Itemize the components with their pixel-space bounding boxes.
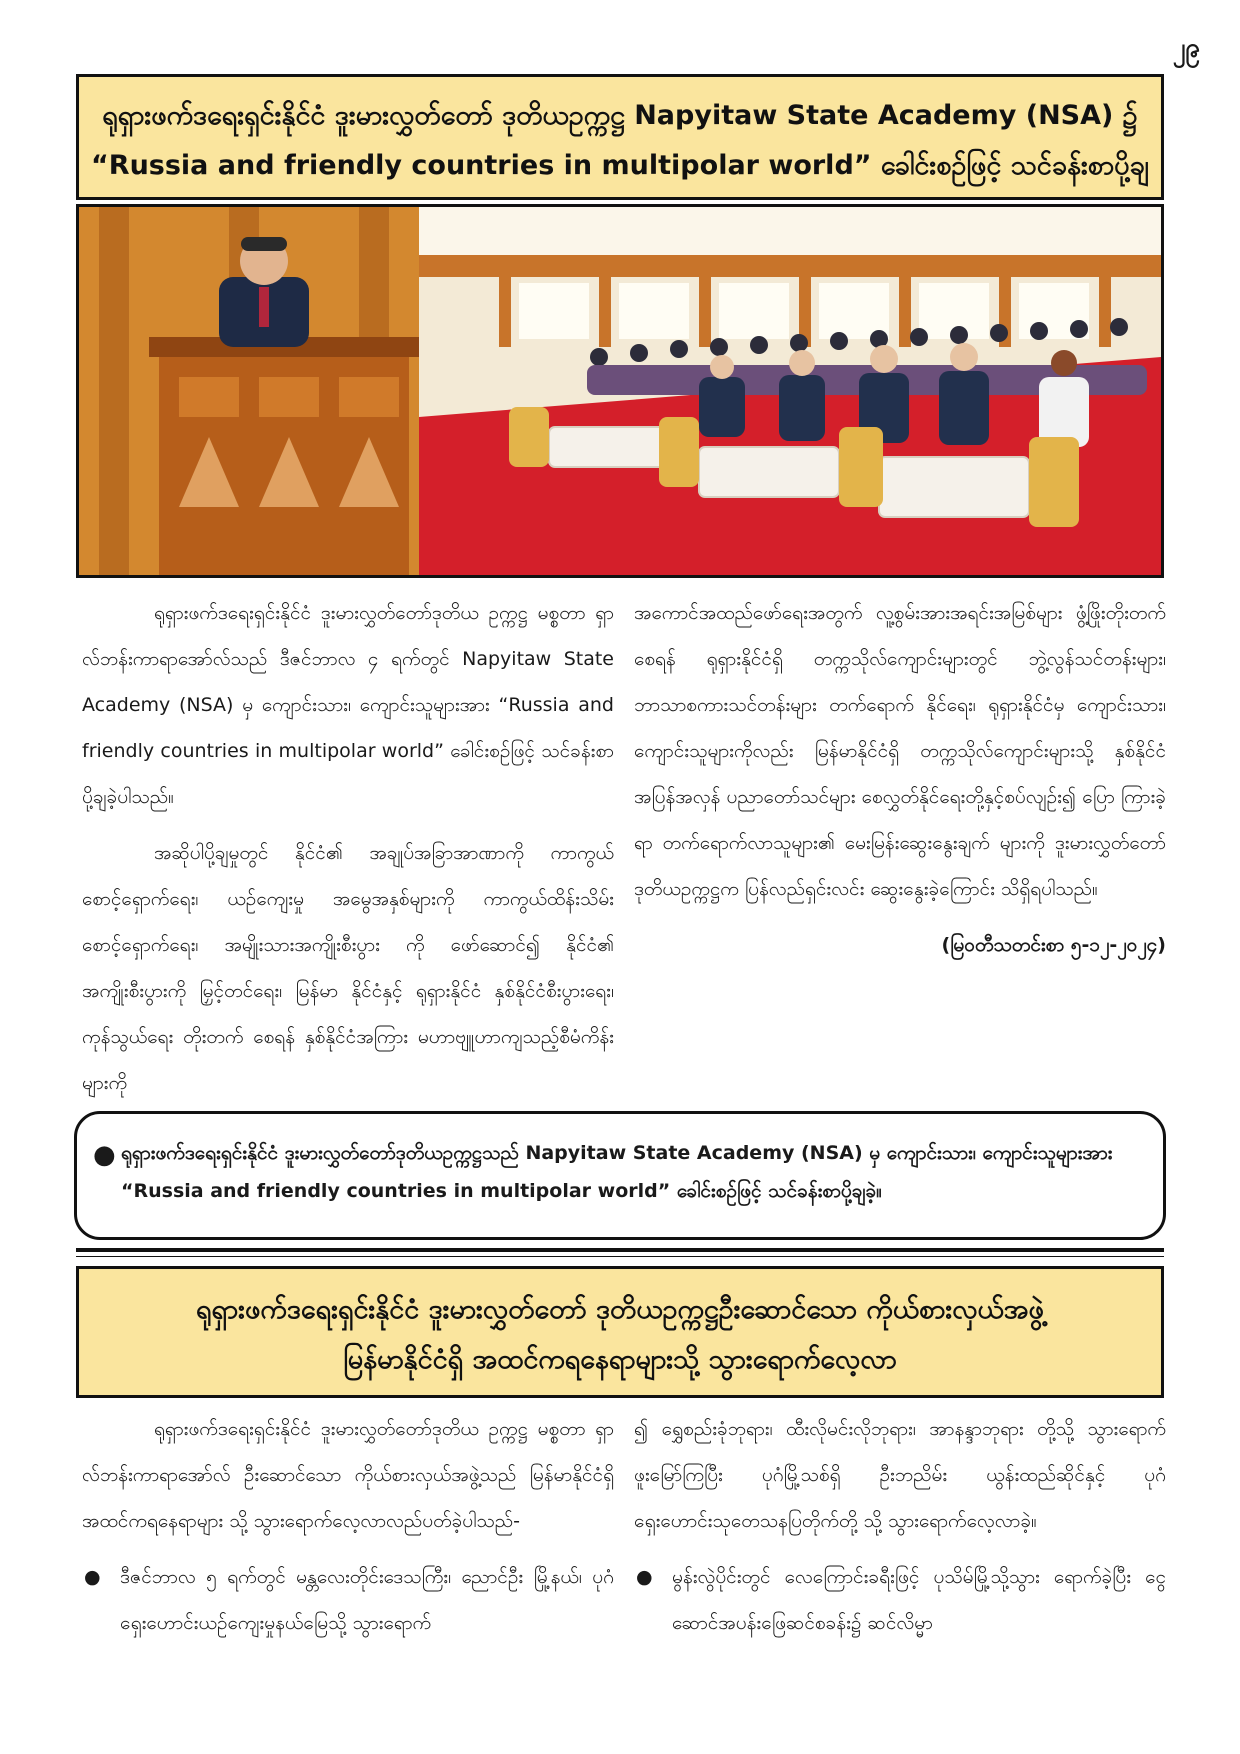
article1-right-column — [634, 590, 1166, 968]
article2-bullet-1 — [82, 1554, 614, 1646]
article1-headline-line2: “Russia and friendly countries in multipolar world” ခေါင်းစဉ်ဖြင့် သင်ခန်းစာပို့ချ — [91, 150, 1149, 181]
article2-intro: ရုရှားဖက်ဒရေးရှင်းနိုင်ငံ ဒူးမားလွှတ်တော်ဒုတိယ ဥက္ကဋ္ဌ မစ္စတာ ရှာလ်ဘန်းကာရာအော်လ် ဦးဆောင်သော ကိုယ်စားလှယ်အဖွဲ့သည် မြန်မာနိုင်ငံရှိ အထင်ကရနေရာများ သို့ သွားရောက်လေ့လာလည်ပတ်ခဲ့ပါသည်- — [82, 1418, 614, 1532]
article1-headline — [76, 74, 1164, 200]
article1-summary-text: ရုရှားဖက်ဒရေးရှင်းနိုင်ငံ ဒူးမားလွှတ်တော်ဒုတိယဥက္ကဋ္ဌသည် Napyitaw State Academy (NSA) မှ ကျောင်းသား၊ ကျောင်းသူများအား “Russia and friendly countries in multipolar world” ခေါင်းစဉ်ဖြင့် သင်ခန်းစာပို့ချခဲ့။ — [121, 1142, 1113, 1202]
article2-bullet-2 — [634, 1554, 1166, 1646]
article1-summary-box — [74, 1111, 1166, 1240]
section-divider-thin — [76, 1256, 1164, 1257]
article2-right-column — [634, 1406, 1166, 1646]
article1-left-column — [82, 590, 614, 1110]
article2-bullet-1-text: ဒီဇင်ဘာလ ၅ ရက်တွင် မန္တလေးတိုင်းဒေသကြီး၊ ညောင်ဦး မြို့နယ်၊ ပုဂံရှေးဟောင်းယဉ်ကျေးမှုနယ်မြေသို့ သွားရောက် — [120, 1566, 614, 1634]
article1-headline-line1: ရုရှားဖက်ဒရေးရှင်းနိုင်ငံ ဒူးမားလွှတ်တော် ဒုတိယဥက္ကဋ္ဌ Napyitaw State Academy (NSA) ၌ — [102, 100, 1138, 131]
article1-paragraph-2: အဆိုပါပို့ချမှုတွင် နိုင်ငံ၏ အချုပ်အခြာအာဏာကို ကာကွယ်စောင့်ရှောက်ရေး၊ ယဉ်ကျေးမှု အမွေအနှစ်များကို ကာကွယ်ထိန်းသိမ်းစောင့်ရှောက်ရေး၊ အမျိုးသားအကျိုးစီးပွား ကို ဖော်ဆောင်၍ နိုင်ငံ၏ အကျိုးစီးပွားကို မြှင့်တင်ရေး၊ မြန်မာ နိုင်ငံနှင့် ရုရှားနိုင်ငံ နှစ်နိုင်ငံစီးပွားရေး၊ ကုန်သွယ်ရေး တိုးတက် စေရန် နှစ်နိုင်ငံအကြား မဟာဗျူဟာကျသည့်စီမံကိန်းများကို — [82, 842, 614, 1094]
lecture-hall-illustration — [79, 207, 1161, 575]
article1-paragraph-3: အကောင်အထည်ဖော်ရေးအတွက် လူ့စွမ်းအားအရင်းအမြစ်များ ဖွံ့ဖြိုးတိုးတက်စေရန် ရုရှားနိုင်ငံရှိ တက္ကသိုလ်ကျောင်းများတွင် ဘွဲ့လွန်သင်တန်းများ၊ ဘာသာစကားသင်တန်းများ တက်ရောက် နိုင်ရေး၊ ရုရှားနိုင်ငံမှ ကျောင်းသား၊ ကျောင်းသူများကိုလည်း မြန်မာနိုင်ငံရှိ တက္ကသိုလ်ကျောင်းများသို့ နှစ်နိုင်ငံအပြန်အလှန် ပညာတော်သင်များ စေလွှတ်နိုင်ရေးတို့နှင့်စပ်လျဉ်း၍ ပြော ကြားခဲ့ရာ တက်ရောက်လာသူများ၏ မေးမြန်းဆွေးနွေးချက် များကို ဒူးမားလွှတ်တော်ဒုတိယဥက္ကဋ္ဌက ပြန်လည်ရှင်းလင်း ဆွေးနွေးခဲ့ကြောင်း သိရှိရပါသည်။ — [634, 602, 1166, 900]
article1-source: (မြဝတီသတင်းစာ ၅-၁၂-၂၀၂၄) — [941, 934, 1166, 956]
article1-paragraph-1: ရုရှားဖက်ဒရေးရှင်းနိုင်ငံ ဒူးမားလွှတ်တော်ဒုတိယ ဥက္ကဋ္ဌ မစ္စတာ ရှာလ်ဘန်းကာရာအော်လ်သည် ဒီဇင်ဘာလ ၄ ရက်တွင် Napyitaw State Academy (NSA) မှ ကျောင်းသား၊ ကျောင်းသူများအား “Russia and friendly countries in multipolar world” ခေါင်းစဉ်ဖြင့် သင်ခန်းစာပို့ချခဲ့ပါသည်။ — [82, 602, 614, 808]
bullet-icon: ● — [84, 1566, 101, 1588]
article2-bullet-2-text: မွန်းလွဲပိုင်းတွင် လေကြောင်းခရီးဖြင့် ပုသိမ်မြို့သို့သွား ရောက်ခဲ့ပြီး ငွေဆောင်အပန်းဖြေဆင်စခန်း၌ ဆင်လိမ္မာ — [672, 1566, 1166, 1634]
article2-continuation: ၍ ရွှေစည်းခုံဘုရား၊ ထီးလိုမင်းလိုဘုရား၊ အာနန္ဒာဘုရား တို့သို့ သွားရောက်ဖူးမြော်ကြပြီး ပုဂံမြို့သစ်ရှိ ဦးဘညိမ်း ယွန်းထည်ဆိုင်နှင့် ပုဂံရှေးဟောင်းသုတေသနပြတိုက်တို့ သို့ သွားရောက်လေ့လာခဲ့။ — [634, 1418, 1166, 1532]
article1-photo — [76, 204, 1164, 578]
bullet-icon: ● — [93, 1140, 116, 1170]
article2-headline — [76, 1266, 1164, 1398]
section-divider-thick — [76, 1248, 1164, 1252]
article2-headline-line1: ရုရှားဖက်ဒရေးရှင်းနိုင်ငံ ဒူးမားလွှတ်တော် ဒုတိယဥက္ကဋ္ဌဦးဆောင်သော ကိုယ်စားလှယ်အဖွဲ့ — [196, 1294, 1044, 1325]
page-number: ၂၉ — [1172, 33, 1200, 63]
article2-left-column — [82, 1406, 614, 1646]
article2-headline-line2: မြန်မာနိုင်ငံရှိ အထင်ကရနေရာများသို့ သွားရောက်လေ့လာ — [343, 1344, 897, 1375]
bullet-icon: ● — [636, 1566, 653, 1588]
